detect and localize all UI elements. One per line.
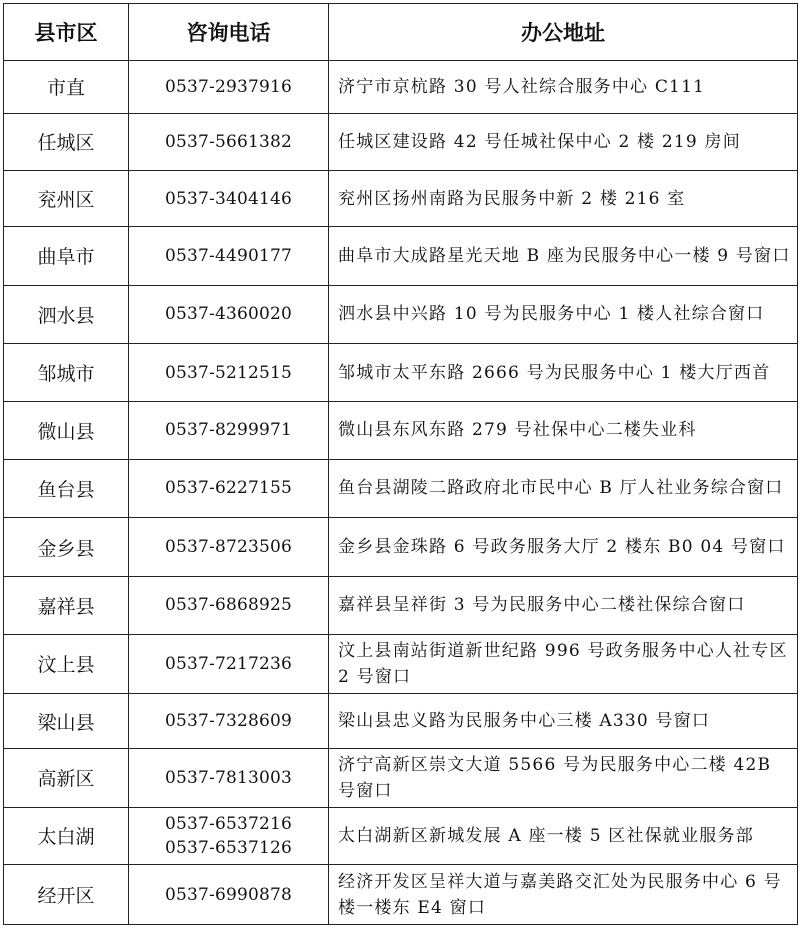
county-cell: 邹城市 xyxy=(4,344,129,402)
phone-number: 0537-6227155 xyxy=(164,478,293,499)
phone-number: 0537-7217236 xyxy=(164,653,293,674)
table-row xyxy=(4,694,798,749)
table-row xyxy=(4,518,798,577)
phone-number: 0537-5212515 xyxy=(164,362,293,383)
county-cell: 微山县 xyxy=(4,401,129,459)
phone-number: 0537-7328609 xyxy=(164,711,293,732)
phone-number: 0537-4490177 xyxy=(164,245,293,266)
phone-number: 0537-7813003 xyxy=(164,767,293,788)
county-cell: 汶上县 xyxy=(4,634,129,694)
phone-cell xyxy=(129,518,329,577)
county-cell: 市直 xyxy=(4,61,129,114)
address-cell: 济宁市京杭路 30 号人社综合服务中心 C111 xyxy=(329,61,798,114)
address-cell: 金乡县金珠路 6 号政务服务大厅 2 楼东 B0 04 号窗口 xyxy=(329,518,798,577)
county-cell: 鱼台县 xyxy=(4,459,129,518)
county-cell: 兖州区 xyxy=(4,171,129,227)
table-row xyxy=(4,285,798,344)
address-cell: 曲阜市大成路星光天地 B 座为民服务中心一楼 9 号窗口 xyxy=(329,226,798,285)
phone-number: 0537-6537126 xyxy=(164,837,293,858)
phone-cell xyxy=(129,694,329,749)
county-cell: 经开区 xyxy=(4,865,129,925)
table-row xyxy=(4,401,798,459)
county-cell: 任城区 xyxy=(4,113,129,171)
phone-number: 0537-2937916 xyxy=(164,76,293,97)
county-cell: 梁山县 xyxy=(4,694,129,749)
address-cell: 鱼台县湖陵二路政府北市民中心 B 厅人社业务综合窗口 xyxy=(329,459,798,518)
address-cell: 汶上县南站街道新世纪路 996 号政务服务中心人社专区 2 号窗口 xyxy=(329,634,798,694)
table-row xyxy=(4,459,798,518)
table-row xyxy=(4,113,798,171)
contact-table xyxy=(3,3,798,925)
header-row xyxy=(4,4,798,61)
address-cell: 兖州区扬州南路为民服务中新 2 楼 216 室 xyxy=(329,171,798,227)
table-row xyxy=(4,576,798,634)
phone-cell xyxy=(129,459,329,518)
table-row xyxy=(4,61,798,114)
address-cell: 微山县东风东路 279 号社保中心二楼失业科 xyxy=(329,401,798,459)
table-body xyxy=(4,61,798,925)
address-cell: 邹城市太平东路 2666 号为民服务中心 1 楼大厅西首 xyxy=(329,344,798,402)
county-cell: 太白湖 xyxy=(4,807,129,865)
phone-number: 0537-5661382 xyxy=(164,131,293,152)
table-row xyxy=(4,344,798,402)
county-cell: 泗水县 xyxy=(4,285,129,344)
phone-cell xyxy=(129,401,329,459)
phone-cell xyxy=(129,285,329,344)
address-cell: 嘉祥县呈祥街 3 号为民服务中心二楼社保综合窗口 xyxy=(329,576,798,634)
address-cell: 任城区建设路 42 号任城社保中心 2 楼 219 房间 xyxy=(329,113,798,171)
address-cell: 经济开发区呈祥大道与嘉美路交汇处为民服务中心 6 号楼一楼东 E4 窗口 xyxy=(329,865,798,925)
phone-cell xyxy=(129,171,329,227)
phone-cell xyxy=(129,865,329,925)
county-cell: 金乡县 xyxy=(4,518,129,577)
phone-cell xyxy=(129,576,329,634)
phone-cell xyxy=(129,634,329,694)
county-cell: 嘉祥县 xyxy=(4,576,129,634)
header-address: 办公地址 xyxy=(329,4,798,61)
phone-number: 0537-6868925 xyxy=(164,595,293,616)
phone-cell xyxy=(129,807,329,865)
phone-cell xyxy=(129,344,329,402)
phone-number: 0537-3404146 xyxy=(164,188,293,209)
address-cell: 济宁高新区崇文大道 5566 号为民服务中心二楼 42B 号窗口 xyxy=(329,748,798,807)
phone-number: 0537-8299971 xyxy=(164,420,293,441)
phone-cell xyxy=(129,113,329,171)
table-row xyxy=(4,748,798,807)
address-cell: 太白湖新区新城发展 A 座一楼 5 区社保就业服务部 xyxy=(329,807,798,865)
county-cell: 曲阜市 xyxy=(4,226,129,285)
table-row xyxy=(4,807,798,865)
phone-number: 0537-6537216 xyxy=(164,813,293,834)
phone-number: 0537-6990878 xyxy=(164,884,293,905)
phone-cell xyxy=(129,226,329,285)
table-row xyxy=(4,226,798,285)
county-cell: 高新区 xyxy=(4,748,129,807)
phone-cell xyxy=(129,61,329,114)
table-row xyxy=(4,865,798,925)
table-row xyxy=(4,171,798,227)
address-cell: 泗水县中兴路 10 号为民服务中心 1 楼人社综合窗口 xyxy=(329,285,798,344)
phone-number: 0537-8723506 xyxy=(164,537,293,558)
phone-cell xyxy=(129,748,329,807)
header-county: 县市区 xyxy=(4,4,129,61)
phone-number: 0537-4360020 xyxy=(164,304,293,325)
address-cell: 梁山县忠义路为民服务中心三楼 A330 号窗口 xyxy=(329,694,798,749)
header-phone: 咨询电话 xyxy=(129,4,329,61)
table-row xyxy=(4,634,798,694)
